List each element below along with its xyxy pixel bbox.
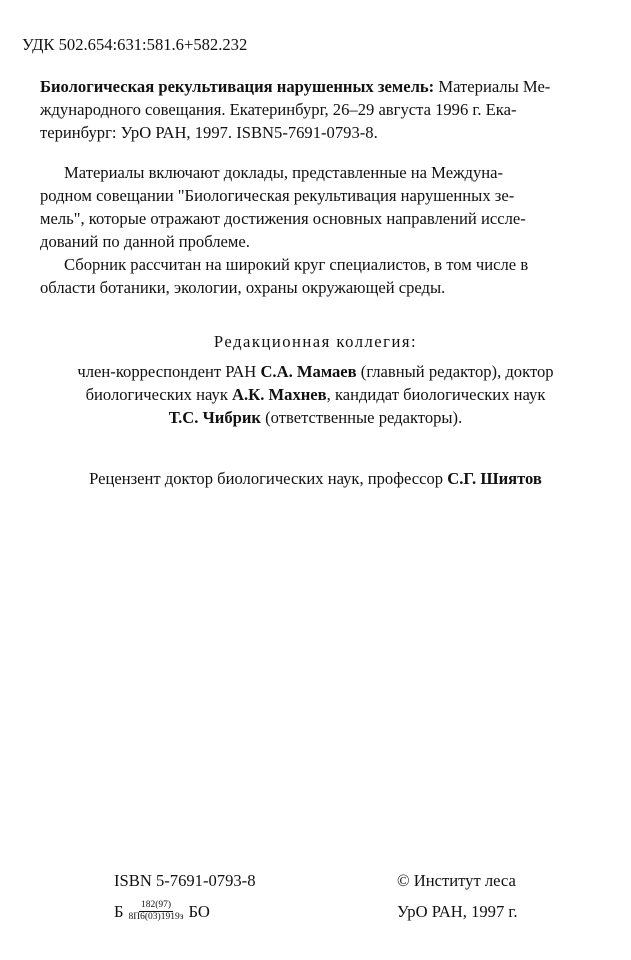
reviewer-text: Рецензент доктор биологических наук, профессор: [89, 469, 448, 488]
editorial-board-line-2: [0, 384, 631, 406]
board-text: (главный редактор), доктор: [356, 362, 554, 381]
isbn: ISBN 5-7691-0793-8: [114, 871, 256, 890]
abstract-line: Сборник рассчитан на широкий круг специалистов, в том числе в: [64, 255, 529, 274]
editorial-board-line-1: [0, 361, 631, 383]
copyright-year: УрО РАН, 1997 г.: [397, 902, 518, 921]
fraction-numerator: 182(97): [140, 900, 172, 910]
index-suffix: БО: [188, 901, 210, 921]
editor-name: С.А. Мамаев: [260, 362, 357, 381]
editorial-board-heading: Редакционная коллегия:: [213, 332, 418, 351]
abstract-line: области ботаники, экологии, охраны окружающей среды.: [40, 278, 446, 297]
abstract-line: дований по данной проблеме.: [40, 232, 250, 251]
editorial-board-line-3: [0, 407, 631, 429]
index-letter: Б: [114, 901, 124, 921]
bibliographic-text: Материалы Ме-: [434, 77, 551, 96]
bibliographic-line-3: теринбург: УрО РАН, 1997. ISBN5-7691-0793-8.: [40, 123, 378, 142]
board-text: (ответственные редакторы).: [260, 408, 463, 427]
fraction-denominator: 8П6(03)1919з: [128, 912, 184, 922]
reviewer-line: [0, 468, 631, 490]
board-text: член-корреспондент РАН: [77, 362, 261, 381]
publication-index: [114, 900, 210, 923]
board-text: , кандидат биологических наук: [326, 385, 546, 404]
index-fraction: [128, 900, 185, 923]
udk-code: УДК 502.654:631:581.6+582.232: [22, 35, 248, 54]
editor-name: А.К. Махнев: [232, 385, 327, 404]
bibliographic-line-2: ждународного совещания. Екатеринбург, 26–29 августа 1996 г. Ека-: [40, 100, 517, 119]
editor-name: Т.С. Чибрик: [168, 408, 261, 427]
reviewer-name: С.Г. Шиятов: [447, 469, 542, 488]
abstract-line: мель", которые отражают достижения основных направлений иссле-: [40, 209, 526, 228]
board-text: биологических наук: [85, 385, 233, 404]
abstract-line: Материалы включают доклады, представленные на Междуна-: [64, 163, 504, 182]
bibliographic-line-1: [40, 76, 550, 98]
book-title: Биологическая рекультивация нарушенных земель:: [40, 77, 435, 96]
abstract-line: родном совещании "Биологическая рекультивация нарушенных зе-: [40, 186, 515, 205]
copyright-holder: © Институт леса: [397, 871, 516, 890]
